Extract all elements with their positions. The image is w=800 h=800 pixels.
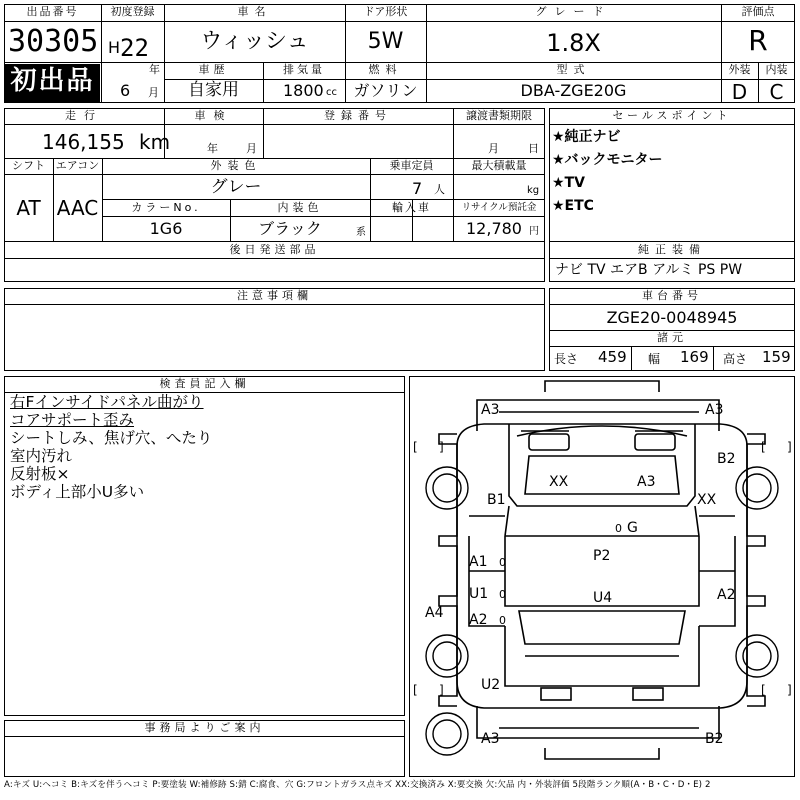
recycle-deposit: 12,780 bbox=[466, 219, 522, 238]
transfer-day-unit: 日 bbox=[528, 142, 539, 155]
sales-point-item: ★TV bbox=[552, 175, 585, 191]
lot-number: 30305 bbox=[8, 24, 99, 59]
damage-mark-a1: A1 bbox=[469, 554, 488, 570]
damage-mark-b1: B1 bbox=[487, 492, 506, 508]
grade: 1.8X bbox=[546, 29, 601, 57]
import-label: 輸入車 bbox=[392, 201, 431, 214]
damage-mark-g: G bbox=[627, 520, 638, 536]
year-unit: 年 bbox=[149, 63, 160, 76]
damage-mark-p2: P2 bbox=[593, 548, 611, 564]
damage-zero-mark: 0 bbox=[615, 522, 622, 535]
damage-mark-a3-c: A3 bbox=[637, 474, 656, 490]
length: 459 bbox=[598, 348, 627, 366]
diagram-bracket: [ bbox=[761, 440, 766, 454]
exterior-grade: D bbox=[731, 80, 748, 104]
damage-mark-u4: U4 bbox=[593, 590, 613, 606]
damage-mark-b2-br: B2 bbox=[705, 731, 724, 747]
first-registration-label: 初度登録 bbox=[110, 5, 155, 18]
sales-point-item: ★バックモニター bbox=[552, 152, 663, 168]
car-name: ウィッシュ bbox=[200, 29, 309, 54]
genuine-equipment-label: 純正装備 bbox=[638, 243, 706, 256]
damage-mark-u1: U1 bbox=[469, 586, 489, 602]
displacement: 1800 bbox=[283, 81, 324, 100]
interior-grade: C bbox=[769, 80, 784, 104]
car-outline bbox=[439, 381, 765, 759]
diagram-bracket: ] bbox=[787, 440, 792, 454]
diagram-bracket: ] bbox=[439, 440, 444, 454]
recycle-deposit-unit: 円 bbox=[529, 226, 539, 237]
shift: AT bbox=[16, 196, 41, 220]
rating-score: R bbox=[748, 24, 768, 57]
damage-mark-a3-bl: A3 bbox=[481, 731, 500, 747]
damage-mark-a3-tr: A3 bbox=[705, 402, 724, 418]
color-number-label: カラーNo. bbox=[131, 201, 201, 214]
chassis-number: ZGE20-0048945 bbox=[606, 308, 738, 327]
car-name-label: 車名 bbox=[237, 5, 272, 18]
max-load-label: 最大積載量 bbox=[471, 159, 527, 172]
inspector-note: 反射板× bbox=[10, 465, 70, 483]
damage-mark-a2-r: A2 bbox=[717, 587, 736, 603]
displacement-unit: cc bbox=[326, 87, 337, 98]
diagram-bracket: ] bbox=[787, 683, 792, 697]
diagram-bracket: ] bbox=[439, 683, 444, 697]
month-unit: 月 bbox=[148, 86, 159, 99]
sales-points-label: セールスポイント bbox=[612, 109, 732, 122]
mileage-label: 走行 bbox=[65, 109, 103, 122]
aircon-label: エアコン bbox=[55, 159, 100, 172]
office-notice-label: 事務局よりご案内 bbox=[144, 721, 265, 734]
diagram-bracket: [ bbox=[761, 683, 766, 697]
inspection-month-unit: 月 bbox=[246, 142, 257, 155]
inspector-note: 室内汚れ bbox=[10, 447, 73, 465]
length-label: 長さ bbox=[554, 352, 579, 366]
grade-label: グレード bbox=[535, 5, 612, 18]
car-history-label: 車歴 bbox=[198, 63, 229, 76]
recycle-deposit-label: リサイクル預託金 bbox=[461, 202, 537, 213]
inspector-note: 右Fインサイドパネル曲がり bbox=[10, 393, 204, 411]
diagram-bracket: [ bbox=[413, 440, 418, 454]
notes-label: 注意事項欄 bbox=[237, 289, 312, 302]
damage-mark-a3-tl: A3 bbox=[481, 402, 500, 418]
genuine-equipment: ナビ TV エアB アルミ PS PW bbox=[555, 262, 743, 278]
color-number: 1G6 bbox=[149, 219, 183, 238]
sales-point-item: ★ETC bbox=[552, 198, 594, 214]
era: H bbox=[108, 38, 121, 57]
height-label: 高さ bbox=[723, 352, 748, 366]
inspection-year-unit: 年 bbox=[207, 142, 218, 155]
car-damage-diagram bbox=[409, 376, 795, 777]
rating-label: 評価点 bbox=[741, 5, 775, 18]
height: 159 bbox=[762, 348, 791, 366]
capacity-unit: 人 bbox=[434, 183, 445, 196]
exterior-label: 外装 bbox=[728, 63, 751, 76]
capacity-label: 乗車定員 bbox=[389, 159, 434, 172]
damage-mark-a4: A4 bbox=[425, 605, 444, 621]
mileage-unit: km bbox=[139, 130, 171, 154]
diagram-bracket: [ bbox=[413, 683, 418, 697]
door-type: 5W bbox=[367, 29, 404, 54]
registration-number-label: 登録番号 bbox=[324, 109, 392, 122]
transfer-month-unit: 月 bbox=[488, 142, 499, 155]
registration-year: 22 bbox=[120, 34, 149, 62]
capacity: 7 bbox=[412, 179, 423, 198]
max-load-unit: kg bbox=[527, 185, 540, 196]
displacement-label: 排気量 bbox=[283, 63, 325, 76]
interior-color: ブラック bbox=[258, 219, 322, 238]
damage-mark-a2-l: A2 bbox=[469, 612, 488, 628]
damage-mark-b2-r: B2 bbox=[717, 451, 736, 467]
exterior-color-label: 外装色 bbox=[210, 159, 262, 172]
inspector-note: コアサポート歪み bbox=[10, 411, 135, 429]
interior-label: 内装 bbox=[765, 63, 788, 76]
model-code: DBA-ZGE20G bbox=[520, 81, 627, 100]
width-label: 幅 bbox=[648, 352, 661, 366]
damage-mark-u2: U2 bbox=[481, 677, 501, 693]
inspection-label: 車検 bbox=[194, 109, 233, 122]
registration-month: 6 bbox=[120, 81, 131, 100]
damage-mark-xx-l: XX bbox=[549, 474, 569, 490]
damage-zero-mark: 0 bbox=[499, 556, 506, 569]
interior-color-suffix: 系 bbox=[356, 227, 366, 238]
inspector-notes-label: 検査員記入欄 bbox=[159, 377, 250, 390]
door-type-label: ドア形状 bbox=[363, 5, 408, 18]
lot-number-label: 出品番号 bbox=[26, 5, 79, 18]
car-history: 自家用 bbox=[188, 80, 239, 100]
fuel-label: 燃料 bbox=[368, 63, 403, 76]
damage-zero-mark: 0 bbox=[499, 588, 506, 601]
aircon: AAC bbox=[56, 196, 99, 220]
inspector-note: シートしみ、焦げ穴、へたり bbox=[10, 429, 213, 447]
transfer-deadline-label: 譲渡書類期限 bbox=[466, 109, 532, 122]
dimensions-label: 諸元 bbox=[657, 331, 687, 344]
inspector-note: ボディ上部小U多い bbox=[10, 483, 145, 501]
shift-label: シフト bbox=[12, 159, 45, 172]
damage-mark-xx-r: XX bbox=[697, 492, 717, 508]
fuel: ガソリン bbox=[353, 81, 418, 100]
later-parts-label: 後日発送部品 bbox=[229, 243, 320, 256]
width: 169 bbox=[680, 348, 709, 366]
first-listing-label: 初出品 bbox=[10, 66, 95, 96]
damage-zero-mark: 0 bbox=[499, 614, 506, 627]
damage-legend: A:キズ U:ヘコミ B:キズを伴うヘコミ P:要塗装 W:補修跡 S:錆 C:腐食、穴 G:フロントガラス点キズ XX:交換済み X:要交換 欠:欠品 内・外装評価 5段階ランク順(A・B・C・D・E) 2 bbox=[4, 780, 711, 790]
mileage: 146,155 bbox=[42, 130, 125, 154]
sales-point-item: ★純正ナビ bbox=[552, 129, 621, 145]
model-label: 型式 bbox=[556, 63, 591, 76]
chassis-number-label: 車台番号 bbox=[642, 289, 702, 302]
interior-color-label: 内装色 bbox=[277, 201, 323, 214]
exterior-color: グレー bbox=[210, 177, 262, 197]
